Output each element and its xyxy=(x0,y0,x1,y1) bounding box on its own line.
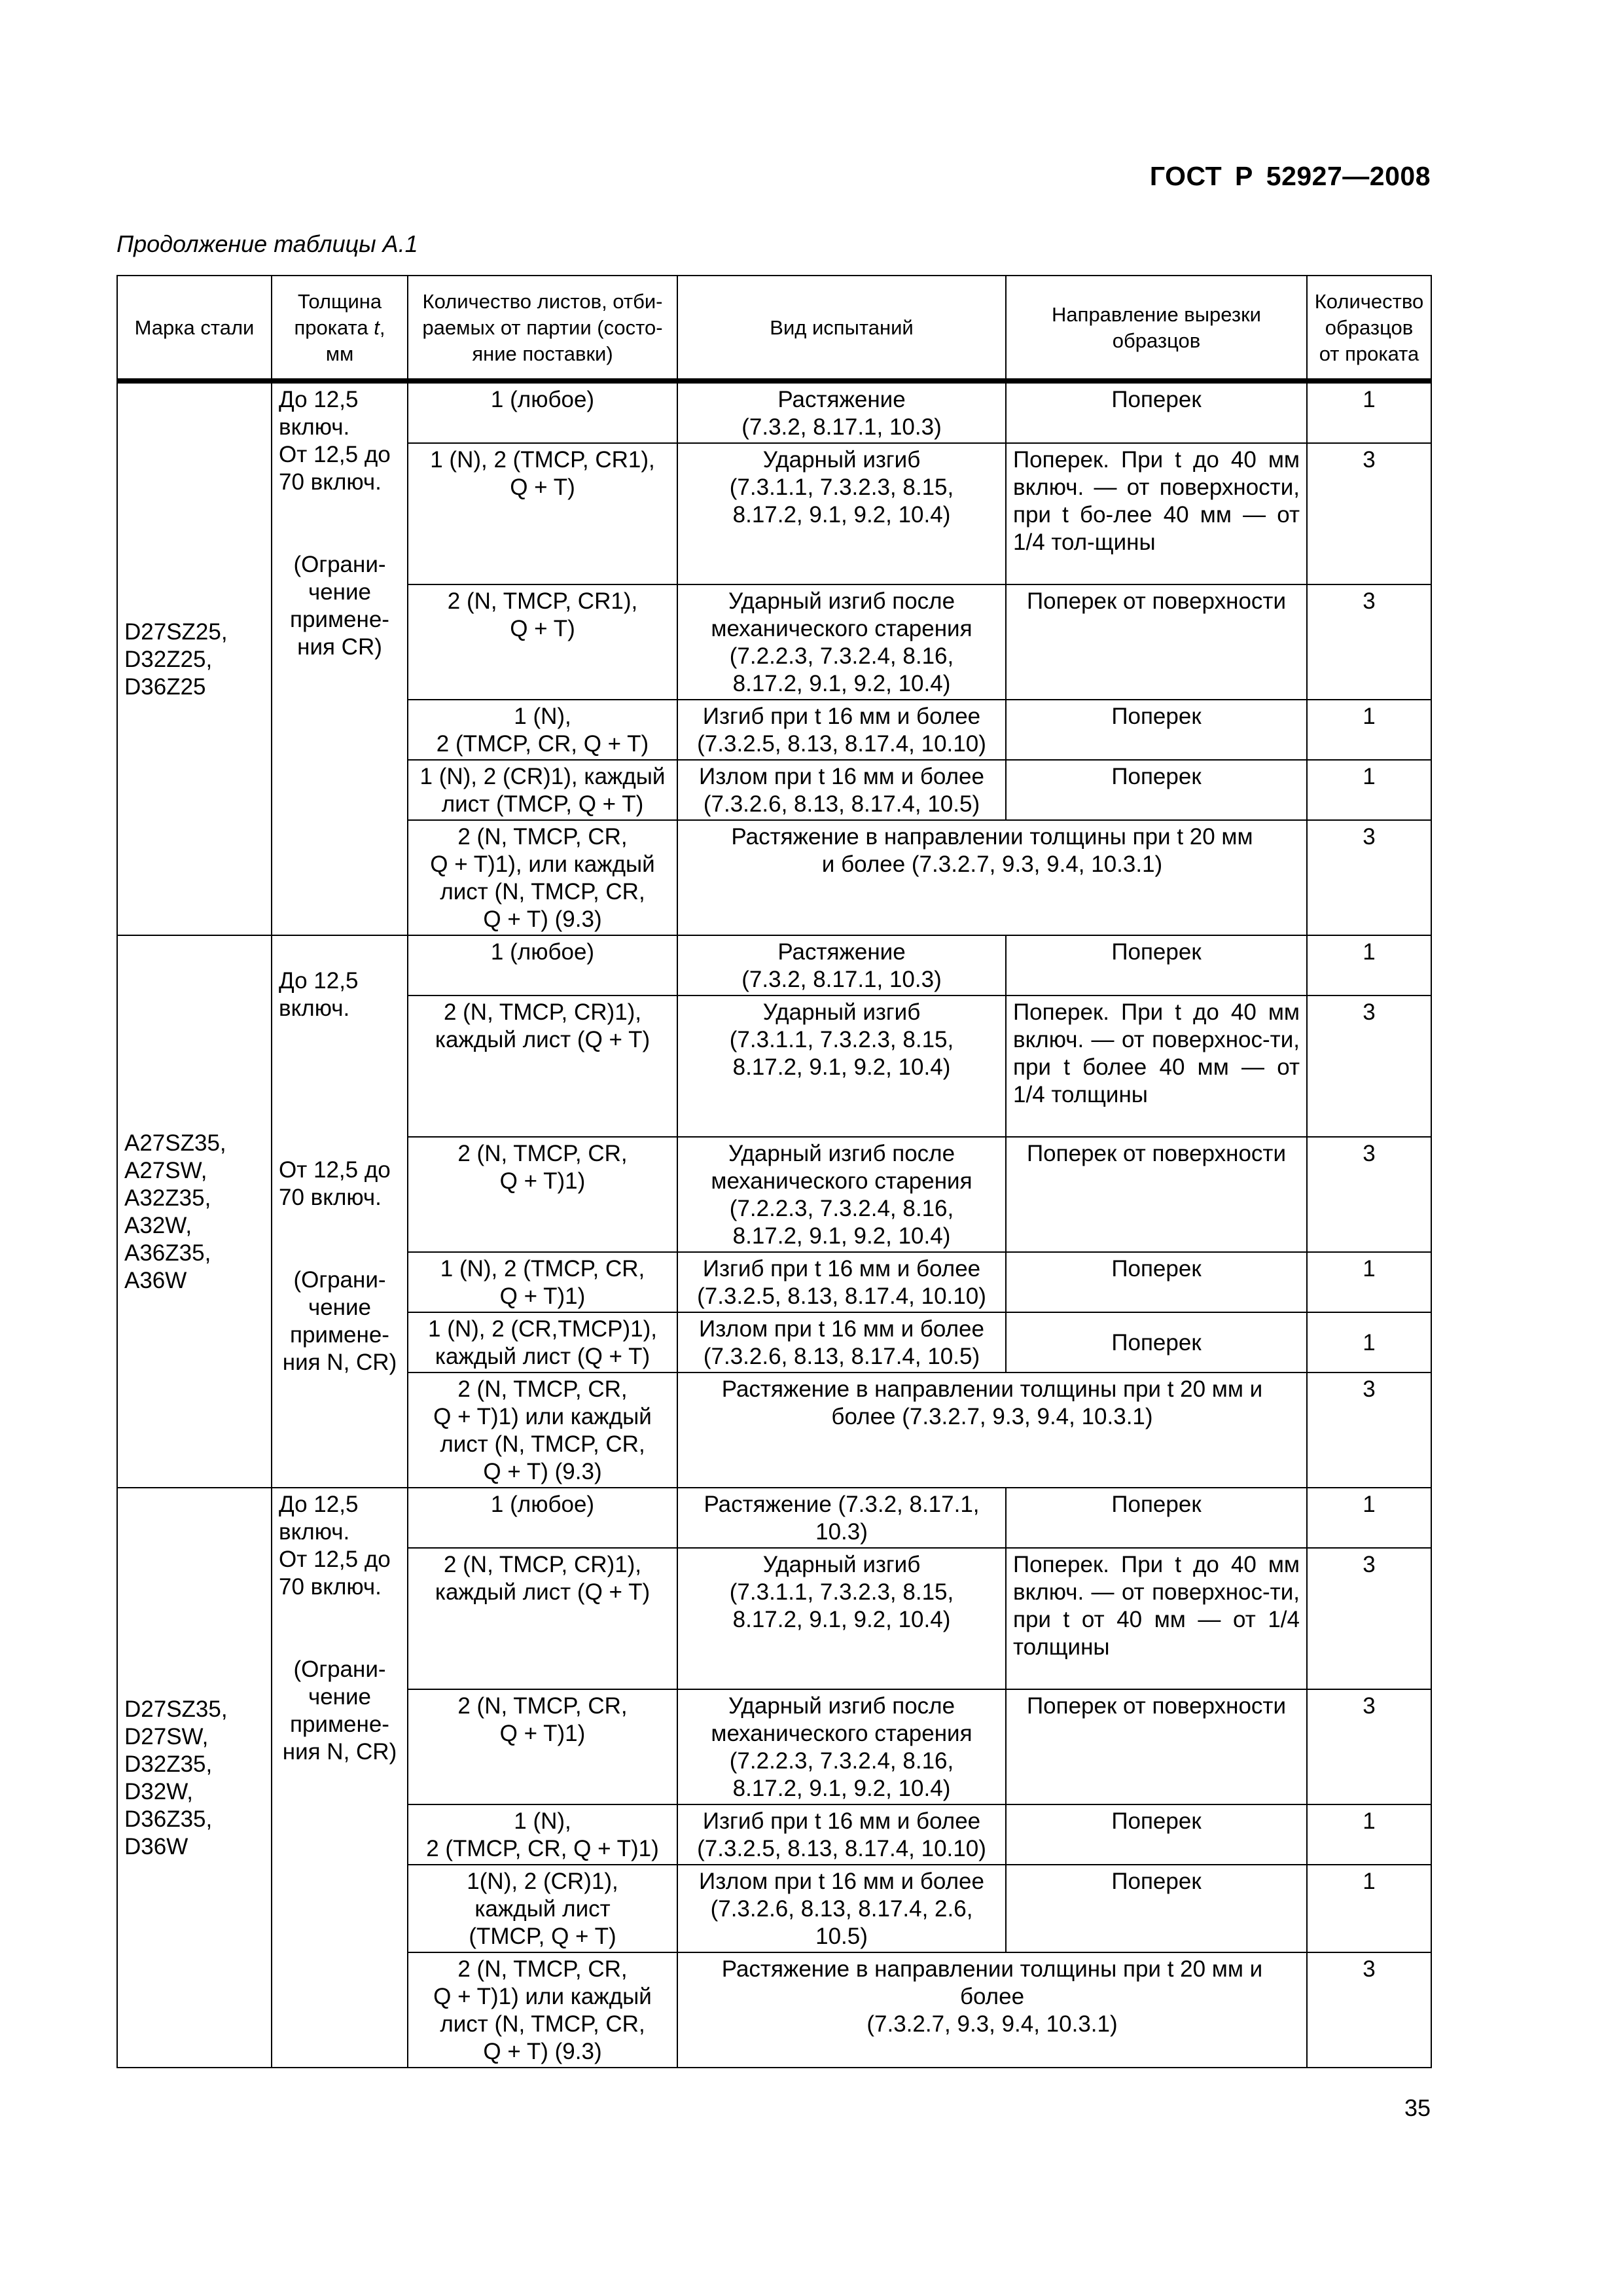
count-cell: 1 xyxy=(1307,935,1431,996)
count-cell: 1 xyxy=(1307,1252,1431,1312)
count-cell: 1 xyxy=(1307,760,1431,820)
document-header: ГОСТ Р 52927—2008 xyxy=(1149,161,1431,191)
table-header-row xyxy=(117,276,1431,379)
count-cell: 3 xyxy=(1307,584,1431,700)
test-cell: Ударный изгиб (7.3.1.1, 7.3.2.3, 8.15, 8.17.2, 9.1, 9.2, 10.4) xyxy=(677,996,1006,1137)
thickness-range: До 12,5 включ. xyxy=(279,1492,359,1545)
test-cell: Изгиб при t 16 мм и более (7.3.2.5, 8.13, 8.17.4, 10.10) xyxy=(677,700,1006,760)
test-cell: Ударный изгиб после механического старения (7.2.2.3, 7.3.2.4, 8.16, 8.17.2, 9.1, 9.2, 10.4) xyxy=(677,1137,1006,1252)
steel-grade-cell: D27SZ35, D27SW, D32Z35, D32W, D36Z35, D36W xyxy=(117,1488,272,2068)
test-cell: Изгиб при t 16 мм и более (7.3.2.5, 8.13, 8.17.4, 10.10) xyxy=(677,1804,1006,1865)
direction-cell: Поперек xyxy=(1006,1312,1307,1372)
qty-cell: 1 (любое) xyxy=(408,935,677,996)
column-header: Количество образцов от проката xyxy=(1307,276,1431,379)
column-header: Толщина проката t, мм xyxy=(272,276,408,379)
test-cell: Растяжение (7.3.2, 8.17.1, 10.3) xyxy=(677,382,1006,443)
test-cell: Растяжение (7.3.2, 8.17.1, 10.3) xyxy=(677,935,1006,996)
table-caption: Продолжение таблицы А.1 xyxy=(116,230,418,257)
count-cell: 3 xyxy=(1307,1689,1431,1804)
direction-cell: Поперек. При t до 40 мм включ. — от поверхнос-ти, при t от 40 мм — от 1/4 толщины xyxy=(1006,1548,1307,1689)
column-header: Направление вырезки образцов xyxy=(1006,276,1307,379)
column-header: Вид испытаний xyxy=(677,276,1006,379)
qty-cell: 2 (N, TMCP, CR1), Q + T) xyxy=(408,584,677,700)
count-cell: 3 xyxy=(1307,1548,1431,1689)
qty-cell: 1 (любое) xyxy=(408,382,677,443)
qty-cell: 1 (N), 2 (TMCP, CR1), Q + T) xyxy=(408,443,677,584)
count-cell: 1 xyxy=(1307,382,1431,443)
qty-cell: 1 (N), 2 (TMCP, CR, Q + T)1) xyxy=(408,1252,677,1312)
direction-cell: Поперек xyxy=(1006,1865,1307,1952)
thickness-range: От 12,5 до 70 включ. xyxy=(279,442,391,495)
count-cell: 1 xyxy=(1307,1488,1431,1548)
direction-cell: Поперек xyxy=(1006,382,1307,443)
thickness-range: До 12,5 включ. xyxy=(279,387,359,440)
qty-cell: 1 (N), 2 (TMCP, CR, Q + T)1) xyxy=(408,1804,677,1865)
test-cell: Ударный изгиб после механического старения (7.2.2.3, 7.3.2.4, 8.16, 8.17.2, 9.1, 9.2, 10.4) xyxy=(677,584,1006,700)
column-header: Количество листов, отби-раемых от партии (состо-яние поставки) xyxy=(408,276,677,379)
direction-cell: Поперек. При t до 40 мм включ. — от поверхности, при t бо-лее 40 мм — от 1/4 тол-щины xyxy=(1006,443,1307,584)
direction-cell: Поперек xyxy=(1006,1488,1307,1548)
test-cell: Ударный изгиб (7.3.1.1, 7.3.2.3, 8.15, 8.17.2, 9.1, 9.2, 10.4) xyxy=(677,443,1006,584)
test-cell: Излом при t 16 мм и более (7.3.2.6, 8.13, 8.17.4, 10.5) xyxy=(677,760,1006,820)
column-header: Марка стали xyxy=(117,276,272,379)
table-row xyxy=(117,935,1431,996)
count-cell: 1 xyxy=(1307,1804,1431,1865)
count-cell: 1 xyxy=(1307,700,1431,760)
direction-cell: Поперек от поверхности xyxy=(1006,1689,1307,1804)
qty-cell: 2 (N, TMCP, CR, Q + T)1) xyxy=(408,1689,677,1804)
qty-cell: 2 (N, TMCP, CR, Q + T)1) или каждый лист (N, TMCP, CR, Q + T) (9.3) xyxy=(408,1372,677,1488)
qty-cell: 1 (N), 2 (TMCP, CR, Q + T) xyxy=(408,700,677,760)
qty-cell: 1 (любое) xyxy=(408,1488,677,1548)
thickness-restriction: (Ограни-чение примене-ния N, CR) xyxy=(282,1267,397,1375)
thickness-restriction: (Ограни-чение примене-ния N, CR) xyxy=(282,1657,397,1765)
steel-grade-cell: A27SZ35, A27SW, A32Z35, A32W, A36Z35, A36W xyxy=(117,935,272,1488)
count-cell: 3 xyxy=(1307,1137,1431,1252)
table-row xyxy=(117,382,1431,443)
direction-cell: Поперек xyxy=(1006,700,1307,760)
direction-cell: Поперек от поверхности xyxy=(1006,1137,1307,1252)
qty-cell: 2 (N, TMCP, CR)1), каждый лист (Q + T) xyxy=(408,1548,677,1689)
count-cell: 3 xyxy=(1307,996,1431,1137)
thickness-range: От 12,5 до 70 включ. xyxy=(279,1157,391,1210)
count-cell: 3 xyxy=(1307,443,1431,584)
table-row xyxy=(117,1488,1431,1548)
direction-cell: Поперек xyxy=(1006,935,1307,996)
test-cell: Ударный изгиб (7.3.1.1, 7.3.2.3, 8.15, 8.17.2, 9.1, 9.2, 10.4) xyxy=(677,1548,1006,1689)
count-cell: 1 xyxy=(1307,1865,1431,1952)
qty-cell: 2 (N, TMCP, CR, Q + T)1) xyxy=(408,1137,677,1252)
count-cell: 3 xyxy=(1307,820,1431,935)
test-cell: Излом при t 16 мм и более (7.3.2.6, 8.13, 8.17.4, 2.6, 10.5) xyxy=(677,1865,1006,1952)
direction-cell: Поперек xyxy=(1006,1804,1307,1865)
test-span-cell: Растяжение в направлении толщины при t 20 мм и более (7.3.2.7, 9.3, 9.4, 10.3.1) xyxy=(677,820,1307,935)
qty-cell: 2 (N, TMCP, CR, Q + T)1), или каждый лист (N, TMCP, CR, Q + T) (9.3) xyxy=(408,820,677,935)
test-cell: Изгиб при t 16 мм и более (7.3.2.5, 8.13, 8.17.4, 10.10) xyxy=(677,1252,1006,1312)
thickness-range: От 12,5 до 70 включ. xyxy=(279,1547,391,1600)
thickness-restriction: (Ограни-чение примене-ния CR) xyxy=(290,552,389,660)
qty-cell: 1(N), 2 (CR)1), каждый лист (TMCP, Q + T) xyxy=(408,1865,677,1952)
direction-cell: Поперек xyxy=(1006,1252,1307,1312)
qty-cell: 2 (N, TMCP, CR, Q + T)1) или каждый лист (N, TMCP, CR, Q + T) (9.3) xyxy=(408,1952,677,2068)
count-cell: 1 xyxy=(1307,1312,1431,1372)
test-cell: Ударный изгиб после механического старения (7.2.2.3, 7.3.2.4, 8.16, 8.17.2, 9.1, 9.2, 10.4) xyxy=(677,1689,1006,1804)
qty-cell: 1 (N), 2 (CR,TMCP)1), каждый лист (Q + T) xyxy=(408,1312,677,1372)
thickness-cell xyxy=(272,935,408,1488)
page-number: 35 xyxy=(1404,2094,1431,2121)
direction-cell: Поперек от поверхности xyxy=(1006,584,1307,700)
qty-cell: 1 (N), 2 (CR)1), каждый лист (TMCP, Q + T) xyxy=(408,760,677,820)
direction-cell: Поперек xyxy=(1006,760,1307,820)
qty-cell: 2 (N, TMCP, CR)1), каждый лист (Q + T) xyxy=(408,996,677,1137)
test-span-cell: Растяжение в направлении толщины при t 20 мм и более (7.3.2.7, 9.3, 9.4, 10.3.1) xyxy=(677,1952,1307,2068)
count-cell: 3 xyxy=(1307,1372,1431,1488)
thickness-cell xyxy=(272,1488,408,2068)
test-cell: Растяжение (7.3.2, 8.17.1, 10.3) xyxy=(677,1488,1006,1548)
steel-grade-cell: D27SZ25, D32Z25, D36Z25 xyxy=(117,382,272,935)
direction-cell: Поперек. При t до 40 мм включ. — от поверхнос-ти, при t более 40 мм — от 1/4 толщины xyxy=(1006,996,1307,1137)
thickness-range: До 12,5 включ. xyxy=(279,968,359,1021)
test-cell: Излом при t 16 мм и более (7.3.2.6, 8.13, 8.17.4, 10.5) xyxy=(677,1312,1006,1372)
data-table xyxy=(116,275,1432,2068)
count-cell: 3 xyxy=(1307,1952,1431,2068)
test-span-cell: Растяжение в направлении толщины при t 20 мм и более (7.3.2.7, 9.3, 9.4, 10.3.1) xyxy=(677,1372,1307,1488)
thickness-cell xyxy=(272,382,408,935)
